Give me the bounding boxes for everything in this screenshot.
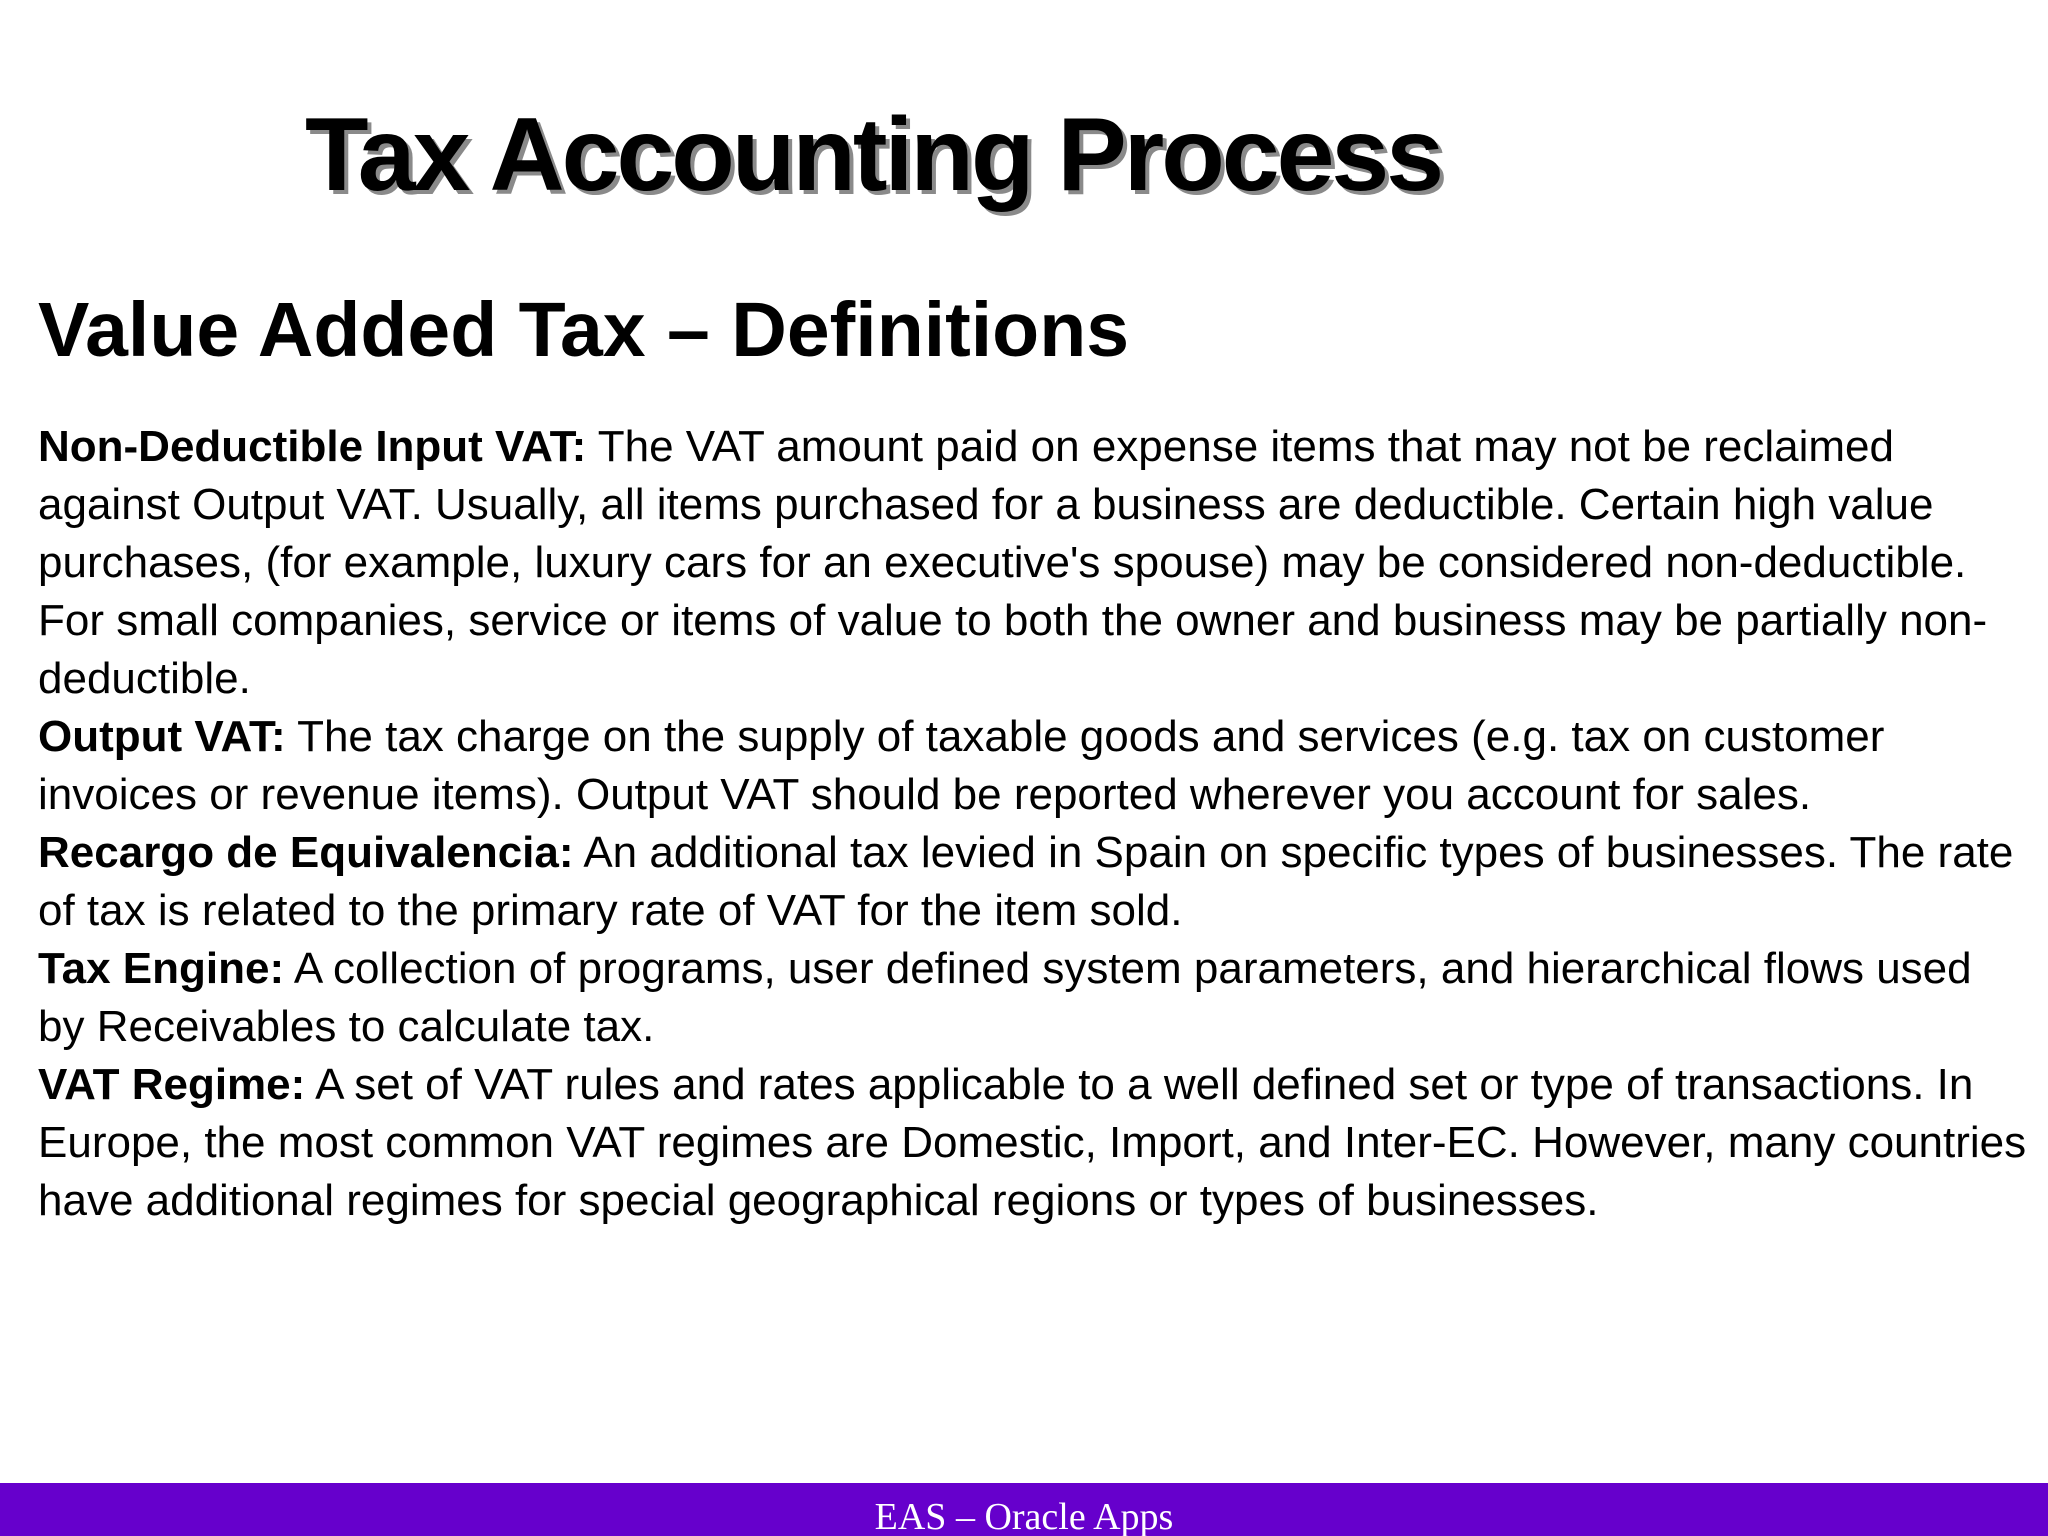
definition-term: Recargo de Equivalencia: bbox=[38, 828, 574, 877]
footer-bar bbox=[0, 1483, 2048, 1536]
definition-term: Tax Engine: bbox=[38, 944, 285, 993]
definitions-list bbox=[38, 418, 2028, 1230]
definition-output-vat bbox=[38, 708, 2028, 824]
definition-term: Non-Deductible Input VAT: bbox=[38, 422, 587, 471]
definition-term: Output VAT: bbox=[38, 712, 286, 761]
section-heading: Value Added Tax – Definitions bbox=[38, 287, 1130, 373]
definition-text: The tax charge on the supply of taxable goods and services (e.g. tax on customer invoices or revenue items). Output VAT should be reported wherever you account for sales. bbox=[38, 712, 1885, 819]
definition-tax-engine bbox=[38, 940, 2028, 1056]
definition-text: A collection of programs, user defined system parameters, and hierarchical flows used by Receivables to calculate tax. bbox=[38, 944, 1972, 1051]
definition-text: An additional tax levied in Spain on specific types of businesses. The rate of tax is related to the primary rate of VAT for the item sold. bbox=[38, 828, 2014, 935]
definition-term: VAT Regime: bbox=[38, 1060, 306, 1109]
definition-vat-regime bbox=[38, 1056, 2028, 1230]
definition-text: A set of VAT rules and rates applicable to a well defined set or type of transactions. In Europe, the most common VAT regimes are Domestic, Import, and Inter-EC. However, many countries have additional regimes for special geographical regions or types of businesses. bbox=[38, 1060, 2027, 1225]
footer-text: EAS – Oracle Apps bbox=[874, 1496, 1174, 1536]
slide-title: Tax Accounting Process bbox=[305, 97, 1442, 213]
definition-non-deductible-input-vat bbox=[38, 418, 2028, 708]
definition-text: The VAT amount paid on expense items that may not be reclaimed against Output VAT. Usually, all items purchased for a business are deductible. Certain high value purchases, (for example, luxury cars for an executive's spouse) may be considered non-deductible. For small companies, service or items of value to both the owner and business may be partially non-deductible. bbox=[38, 422, 1988, 703]
definition-recargo-de-equivalencia bbox=[38, 824, 2028, 940]
